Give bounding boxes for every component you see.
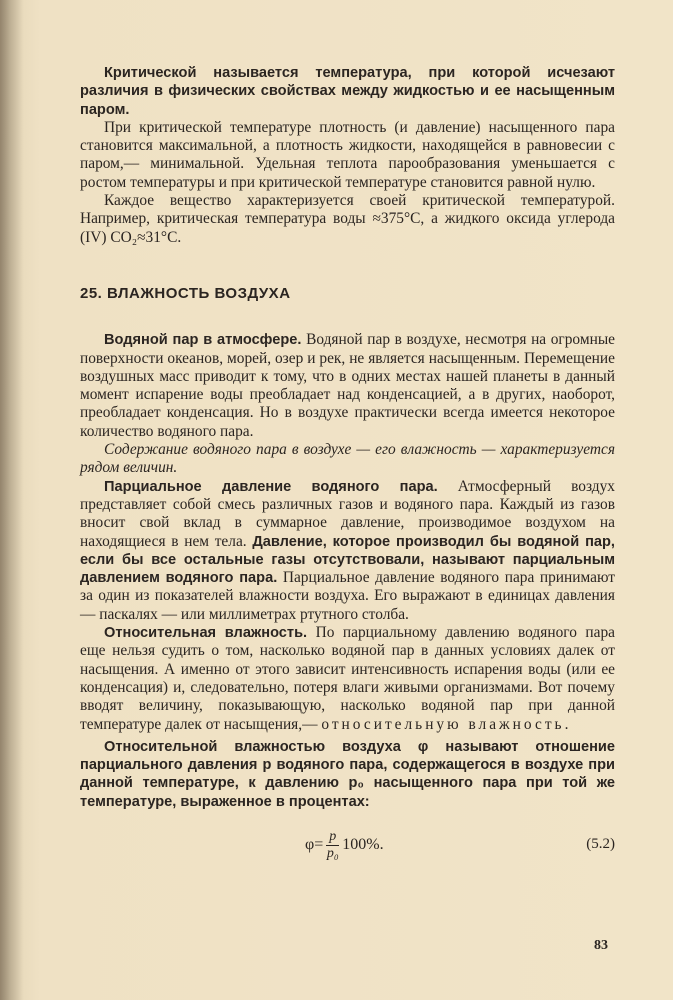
paragraph-critical-examples: Каждое вещество характеризуется своей критической температурой. Например, критическая температура воды ≈375°C, а жидкого оксида углерода (IV) CO₂≈31°C. <box>80 192 615 246</box>
formula-numerator: p <box>326 829 339 846</box>
paragraph-relative-humidity: Относительная влажность. По парциальному давлению водяного пара еще нельзя судить о том, насколько водяной пар в данных условиях далек от насыщения. А именно от этого зависит интенсивность испарения воды (или ее конденсация) и, следовательно, потеря влаги живыми организмами. Вот почему вводят величину, показывающую, насколько водяной пар при данной температуре далек от насыщения,— относительную влажность. <box>80 624 615 733</box>
formula-row <box>80 821 615 867</box>
formula-rhs: 100%. <box>342 836 384 854</box>
subheading-partial-pressure: Парциальное давление водяного пара. <box>104 478 438 495</box>
page-number: 83 <box>594 938 608 953</box>
page-content <box>80 64 615 867</box>
relative-humidity-formula <box>305 829 384 862</box>
subheading-relative-humidity: Относительная влажность. <box>104 625 308 642</box>
formula-fraction <box>326 829 339 862</box>
equation-number: (5.2) <box>586 835 615 852</box>
paragraph-partial-pressure: Парциальное давление водяного пара. Атмосферный воздух представляет собой смесь различных газов и водяного пара. Каждый из газов вносит свой вклад в суммарное давление, производимое воздухом на находящиеся в нем тела. Давление, которое производил бы водяной пар, если бы все остальные газы отсутствовали, называют парциальным давлением водяного пара. Парциальное давление водяного пара принимают за один из показателей влажности воздуха. Его выражают в единицах давления — паскалях — или миллиметрах ртутного столба. <box>80 477 615 623</box>
formula-denominator: p₀ <box>326 845 339 861</box>
subheading-water-vapor: Водяной пар в атмосфере. <box>104 332 302 349</box>
formula-lhs: φ= <box>305 836 324 854</box>
paragraph-critical-density: При критической температуре плотность (и давление) насыщенного пара становится максимальной, а плотность жидкости, находящейся в равновесии с паром,— минимальной. Удельная теплота парообразования уменьшается с ростом температуры и при критической температуре становится равной нулю. <box>80 118 615 191</box>
book-gutter-shadow <box>0 0 24 1000</box>
relative-humidity-definition: Относительной влажностью воздуха φ называют отношение парциального давления p водяного пара, содержащегося в воздухе при данной температуре, к давлению p₀ насыщенного пара при той же температуре, выраженное в процентах: <box>80 738 615 810</box>
partial-pressure-definition: Давление, которое производил бы водяной пар, если бы все остальные газы отсутствовали, называют парциальным давлением водяного пара. <box>80 533 615 587</box>
paragraph-humidity-italic: Содержание водяного пара в воздухе — его влажность — характеризуется рядом величин. <box>80 441 615 477</box>
section-heading: 25. ВЛАЖНОСТЬ ВОЗДУХА <box>80 284 291 302</box>
critical-temperature-definition: Критической называется температура, при которой исчезают различия в физических свойствах между жидкостью и ее насыщенным паром. <box>80 65 615 118</box>
paragraph-water-vapor: Водяной пар в атмосфере. Водяной пар в воздухе, несмотря на огромные поверхности океанов, морей, озер и рек, не является насыщенным. Перемещение воздушных масс приводит к тому, что в одних местах нашей планеты в данный момент испарение воды преобладает над конденсацией, а в других, наоборот, преобладает конденсация. Но в воздухе практически всегда имеется некоторое количество водяного пара. <box>80 331 615 440</box>
